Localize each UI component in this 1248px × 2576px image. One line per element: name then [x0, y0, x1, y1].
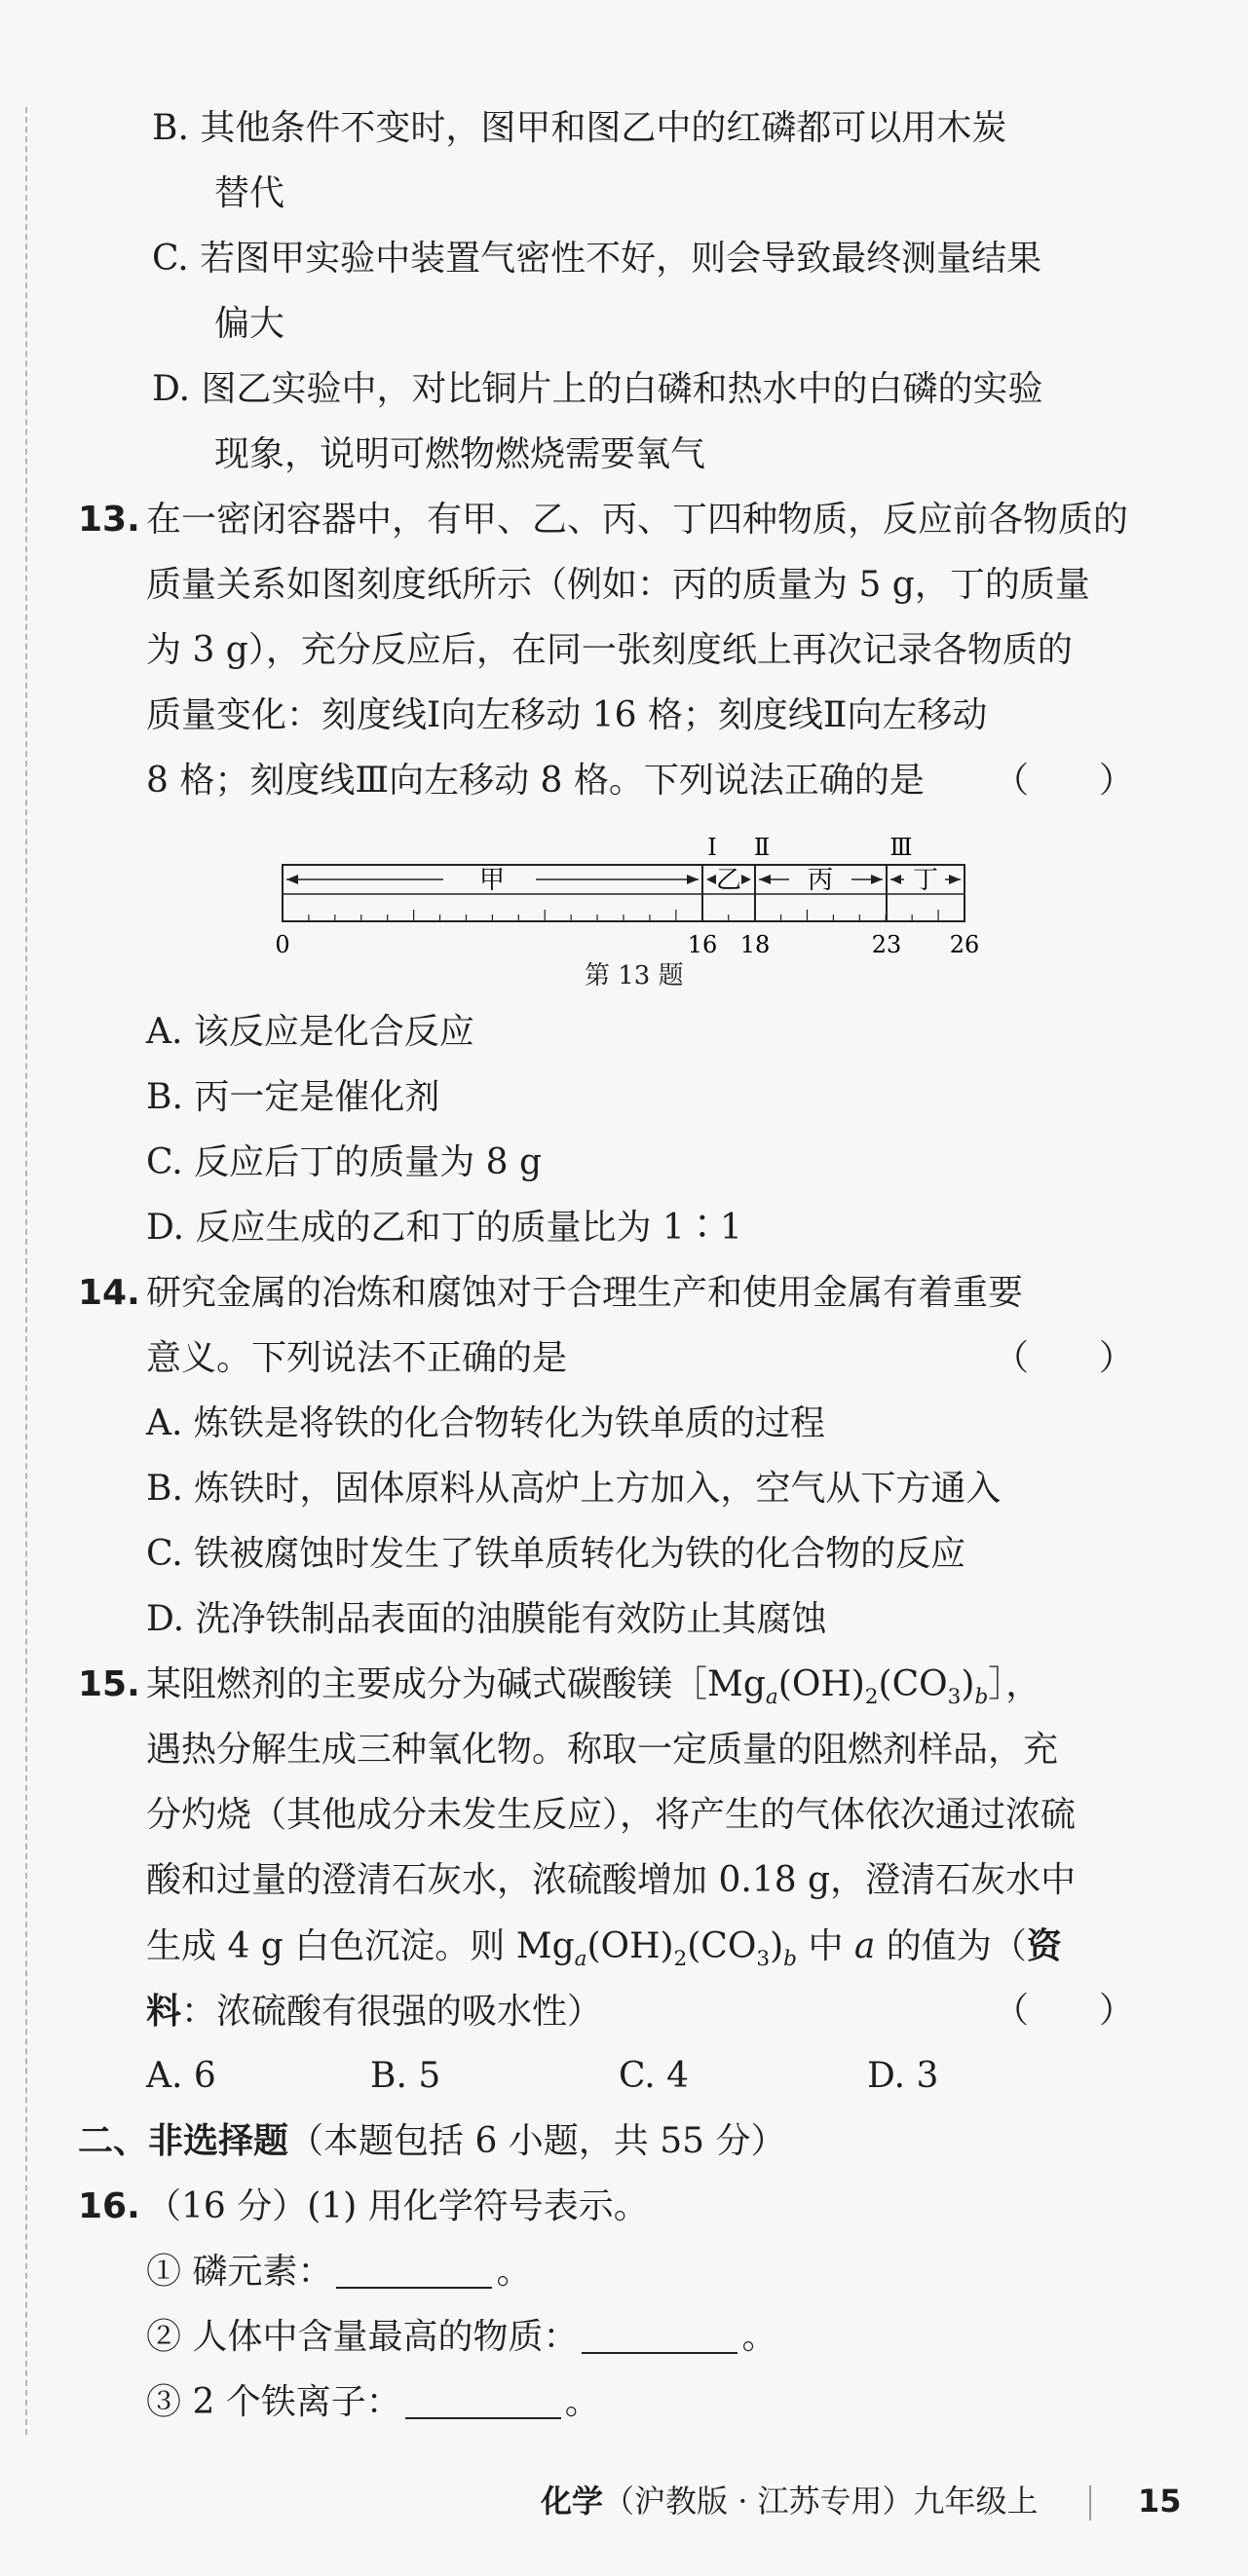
segment-ding: 丁	[912, 866, 939, 895]
answer-blank[interactable]	[582, 2319, 737, 2354]
answer-blank[interactable]	[336, 2254, 492, 2289]
q15-stem-line-3: 分灼烧（其他成分未发生反应），将产生的气体依次通过浓硫	[146, 1795, 1077, 1835]
page-number: 15	[1138, 2483, 1182, 2520]
segment-bing: 丙	[807, 866, 834, 895]
q13-scale-diagram	[273, 834, 994, 964]
q12-option-b: B. 其他条件不变时，图甲和图乙中的红磷都可以用木炭	[152, 108, 1007, 148]
q16-head: （16 分）(1) 用化学符号表示。	[146, 2186, 649, 2226]
q16-number: 16.	[78, 2186, 140, 2226]
q14-number: 14.	[78, 1273, 140, 1313]
footer-divider	[1089, 2485, 1091, 2520]
footer-book-title: 化学（沪教版 · 江苏专用）九年级上	[541, 2483, 1039, 2520]
q12-option-b-cont: 替代	[214, 173, 285, 213]
q15-option-b: B. 5	[370, 2056, 441, 2096]
q14-option-d: D. 洗净铁制品表面的油膜能有效防止其腐蚀	[146, 1599, 827, 1639]
q15-stem-line-2: 遇热分解生成三种氧化物。称取一定质量的阻燃剂样品，充	[146, 1730, 1059, 1770]
margin-dashed-line	[25, 107, 27, 2435]
marker-1: Ⅰ	[707, 834, 717, 861]
tick-label-23: 23	[871, 931, 902, 958]
q15-answer-paren: （ ）	[994, 1991, 1135, 2031]
q12-option-d: D. 图乙实验中，对比铜片上的白磷和热水中的白磷的实验	[152, 369, 1043, 409]
q13-option-b: B. 丙一定是催化剂	[146, 1077, 440, 1117]
segment-yi: 乙	[715, 866, 742, 895]
q13-stem-line-5: 8 格；刻度线Ⅲ向左移动 8 格。下列说法正确的是	[146, 761, 925, 801]
section-2-heading: 二、非选择题（本题包括 6 小题，共 55 分）	[78, 2121, 786, 2161]
marker-3: Ⅲ	[889, 834, 913, 861]
q15-stem-line-4: 酸和过量的澄清石灰水，浓硫酸增加 0.18 g，澄清石灰水中	[146, 1860, 1077, 1900]
marker-2: Ⅱ	[753, 834, 771, 861]
tick-label-0: 0	[275, 931, 290, 958]
q12-option-c: C. 若图甲实验中装置气密性不好，则会导致最终测量结果	[152, 239, 1042, 279]
q14-option-a: A. 炼铁是将铁的化合物转化为铁单质的过程	[146, 1403, 825, 1443]
q16-item-2: ② 人体中含量最高的物质： 。	[146, 2317, 777, 2357]
q14-answer-paren: （ ）	[994, 1338, 1135, 1378]
q15-option-a: A. 6	[146, 2056, 216, 2096]
tick-label-18: 18	[739, 931, 771, 958]
q13-option-d: D. 反应生成的乙和丁的质量比为 1∶1	[146, 1208, 742, 1248]
q14-stem-line-1: 研究金属的冶炼和腐蚀对于合理生产和使用金属有着重要	[146, 1273, 1024, 1313]
q16-item-3: ③ 2 个铁离子： 。	[146, 2382, 600, 2422]
q15-stem-line-1: 某阻燃剂的主要成分为碱式碳酸镁$[Mg_a(OH)_2(CO_3)_b]$，	[146, 1664, 1041, 1710]
q14-option-c: C. 铁被腐蚀时发生了铁单质转化为铁的化合物的反应	[146, 1534, 966, 1574]
q15-option-c: C. 4	[619, 2056, 690, 2096]
q13-answer-paren: （ ）	[994, 761, 1135, 801]
q14-option-b: B. 炼铁时，固体原料从高炉上方加入，空气从下方通入	[146, 1469, 1002, 1509]
q13-stem-line-2: 质量关系如图刻度纸所示（例如：丙的质量为 5 g，丁的质量	[146, 565, 1090, 605]
q13-number: 13.	[78, 500, 140, 540]
answer-blank[interactable]	[405, 2384, 561, 2419]
q13-option-c: C. 反应后丁的质量为 8 g	[146, 1142, 542, 1182]
q14-stem-line-2: 意义。下列说法不正确的是	[146, 1338, 568, 1378]
tick-label-26: 26	[949, 931, 980, 958]
q13-figure-caption: 第 13 题	[585, 961, 684, 990]
q15-option-d: D. 3	[867, 2056, 939, 2096]
q12-option-d-cont: 现象，说明可燃物燃烧需要氧气	[214, 434, 706, 474]
tick-label-16: 16	[687, 931, 718, 958]
q12-option-c-cont: 偏大	[214, 304, 285, 344]
segment-jia: 甲	[478, 866, 506, 895]
q13-stem-line-1: 在一密闭容器中，有甲、乙、丙、丁四种物质，反应前各物质的	[146, 500, 1129, 540]
q16-item-1: ① 磷元素： 。	[146, 2252, 532, 2292]
q13-option-a: A. 该反应是化合反应	[146, 1012, 474, 1052]
q15-stem-line-5: 生成 4 g 白色沉淀。则 $Mg_a(OH)_2(CO_3)_b$ 中 a 的值为（资	[146, 1925, 1062, 1972]
q13-stem-line-3: 为 3 g），充分反应后，在同一张刻度纸上再次记录各物质的	[146, 630, 1073, 670]
q15-stem-line-6: 料：浓硫酸有很强的吸水性）	[146, 1991, 603, 2032]
q15-number: 15.	[78, 1664, 140, 1704]
q13-stem-line-4: 质量变化：刻度线Ⅰ向左移动 16 格；刻度线Ⅱ向左移动	[146, 695, 988, 735]
